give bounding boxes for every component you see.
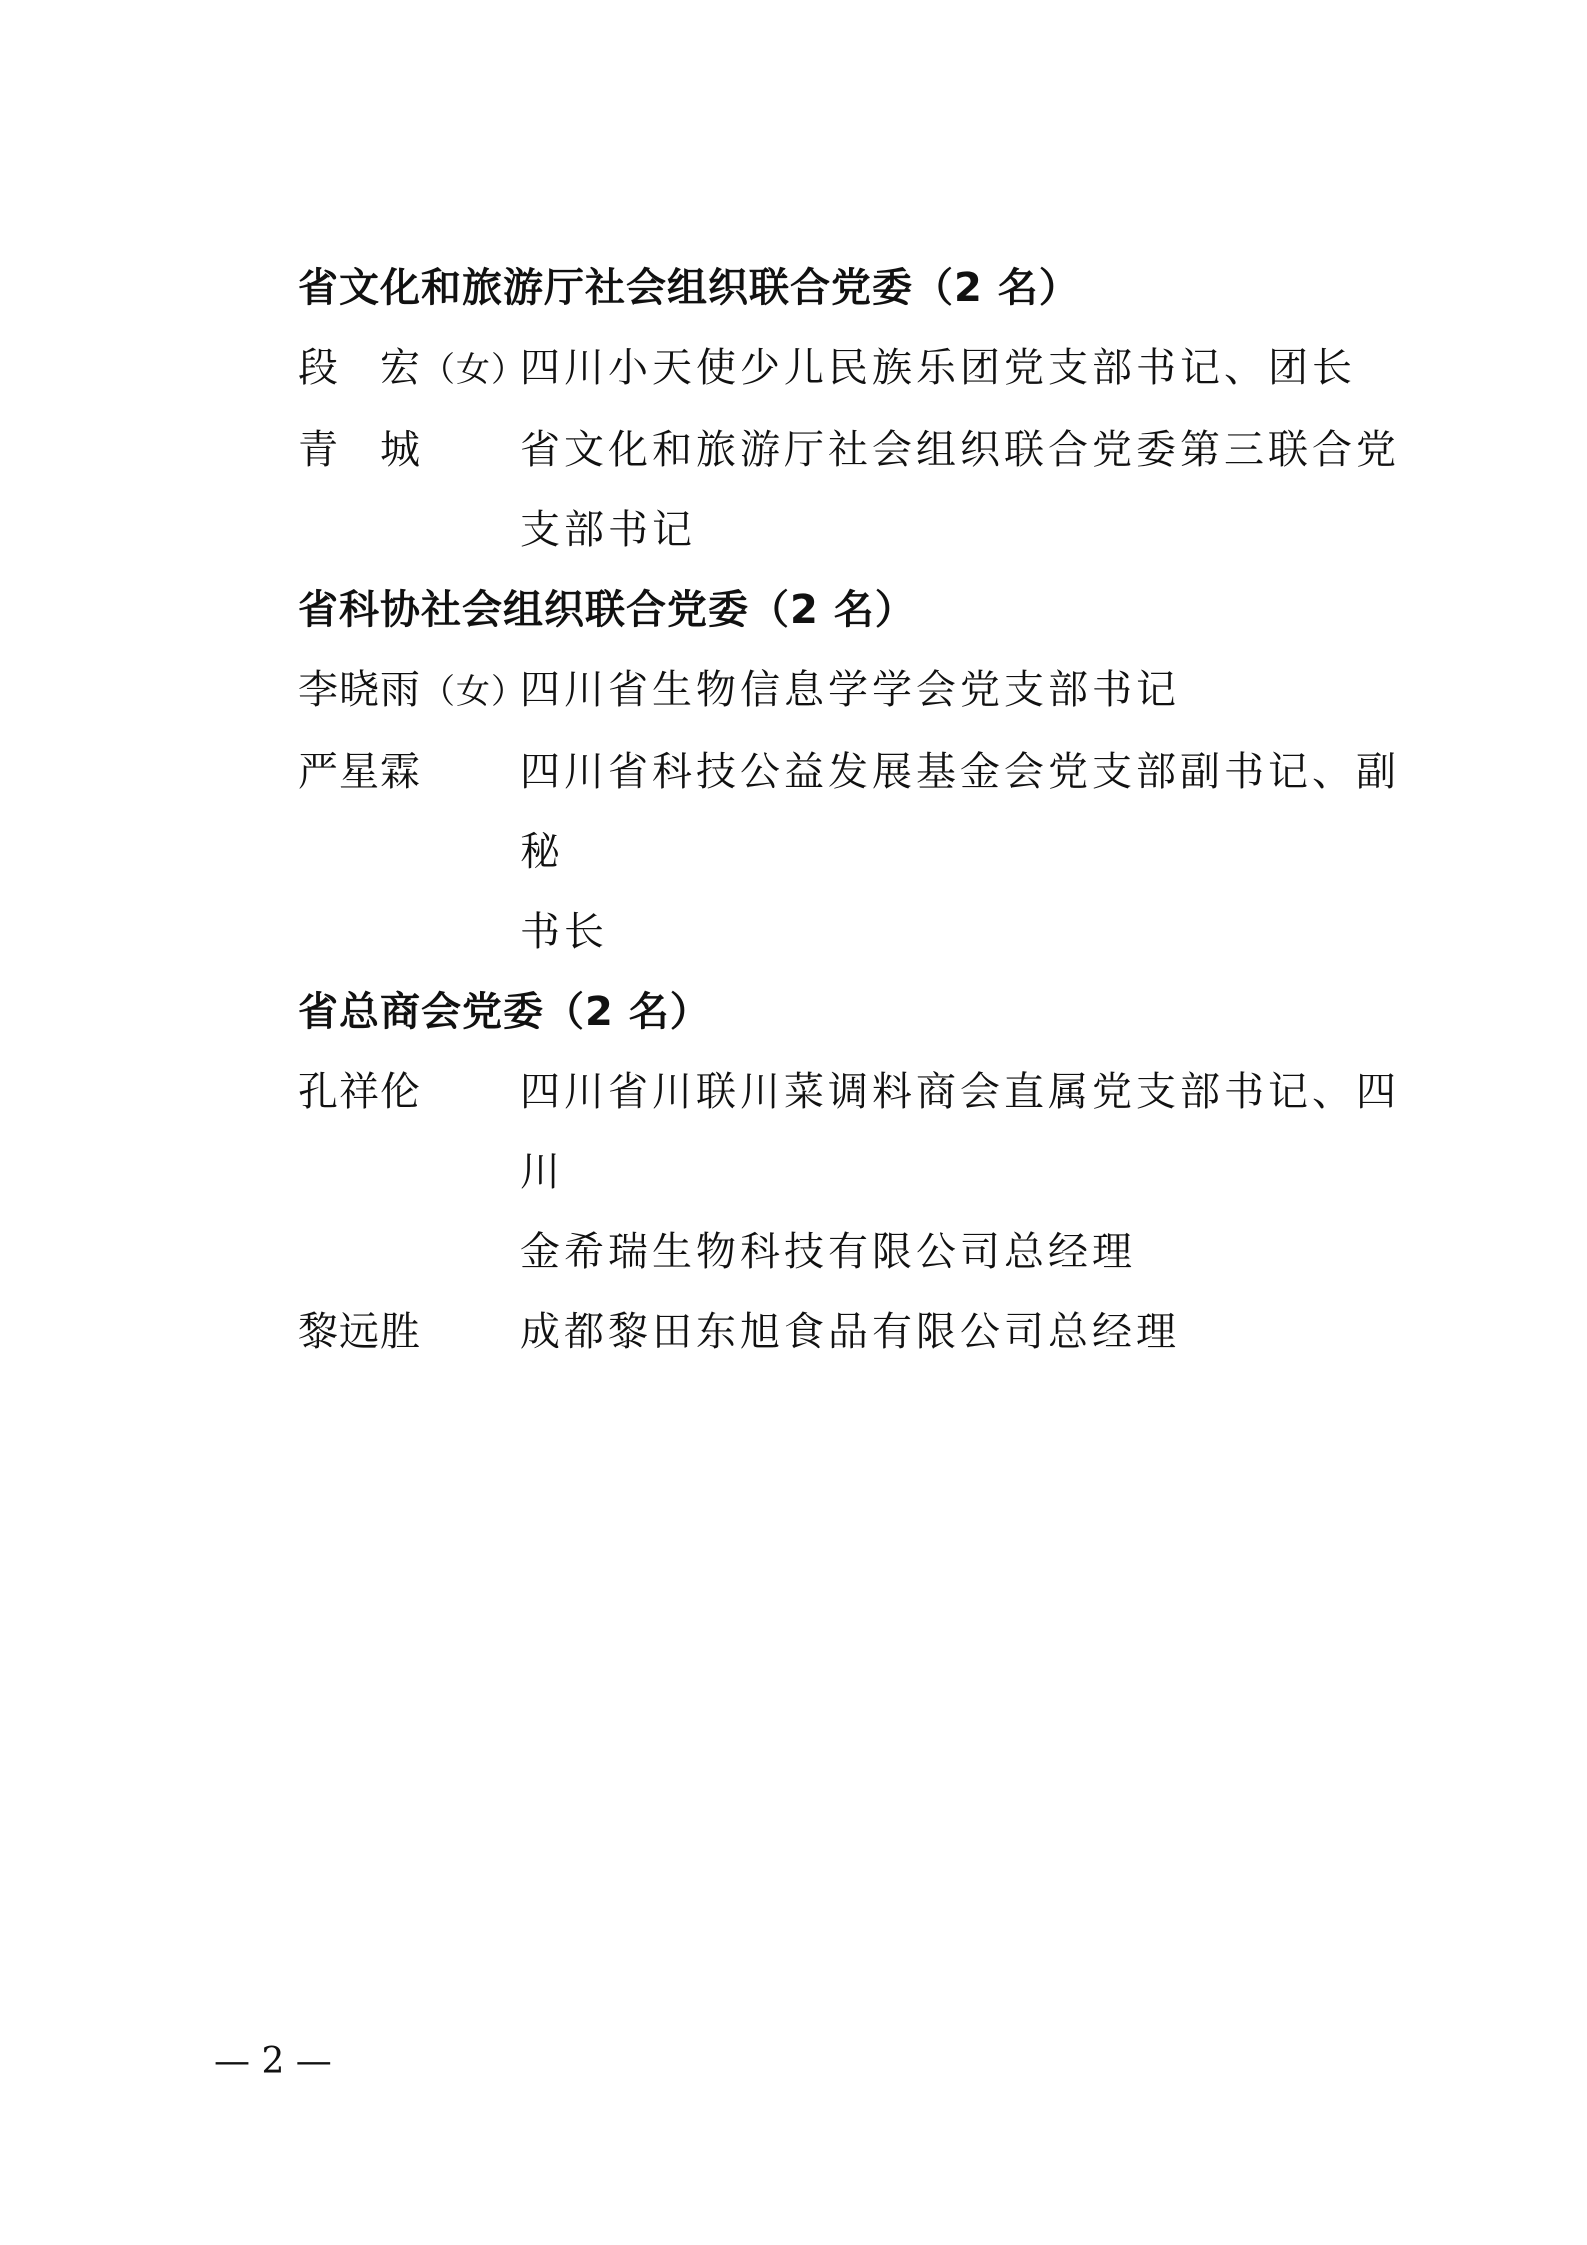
member-entry bbox=[298, 732, 1418, 972]
member-name: 严星霖 bbox=[298, 749, 421, 795]
member-description bbox=[520, 328, 1418, 408]
document-body bbox=[298, 248, 1418, 1372]
member-description bbox=[520, 732, 1418, 972]
description-line: 四川省科技公益发展基金会党支部副书记、副秘 bbox=[520, 749, 1400, 875]
member-name: 孔祥伦 bbox=[298, 1069, 421, 1115]
member-description bbox=[520, 650, 1418, 730]
member-entry bbox=[298, 1052, 1418, 1292]
member-name: 李晓雨（女） bbox=[298, 667, 526, 713]
member-gender: （女） bbox=[421, 350, 526, 390]
member-entry bbox=[298, 650, 1418, 732]
member-entry bbox=[298, 410, 1418, 570]
description-line: 四川小天使少儿民族乐团党支部书记、团长 bbox=[520, 345, 1356, 391]
section-heading: 省总商会党委（2 名） bbox=[298, 989, 711, 1035]
member-entry bbox=[298, 328, 1418, 410]
page-number: — 2 — bbox=[214, 2041, 332, 2082]
section-heading: 省科协社会组织联合党委（2 名） bbox=[298, 587, 916, 633]
member-name: 段 宏（女） bbox=[298, 345, 526, 391]
description-line: 省文化和旅游厅社会组织联合党委第三联合党 bbox=[520, 427, 1400, 473]
member-name: 黎远胜 bbox=[298, 1309, 421, 1355]
member-description bbox=[520, 1292, 1418, 1372]
section-heading: 省文化和旅游厅社会组织联合党委（2 名） bbox=[298, 265, 1080, 311]
description-line: 四川省川联川菜调料商会直属党支部书记、四川 bbox=[520, 1069, 1400, 1195]
member-description bbox=[520, 1052, 1418, 1292]
member-entry bbox=[298, 1292, 1418, 1372]
description-line: 支部书记 bbox=[520, 507, 696, 553]
member-name: 青 城 bbox=[298, 427, 421, 473]
description-line: 金希瑞生物科技有限公司总经理 bbox=[520, 1229, 1136, 1275]
description-line: 书长 bbox=[520, 909, 608, 955]
description-line: 成都黎田东旭食品有限公司总经理 bbox=[520, 1309, 1180, 1355]
member-gender: （女） bbox=[421, 672, 526, 712]
member-description bbox=[520, 410, 1418, 570]
description-line: 四川省生物信息学学会党支部书记 bbox=[520, 667, 1180, 713]
